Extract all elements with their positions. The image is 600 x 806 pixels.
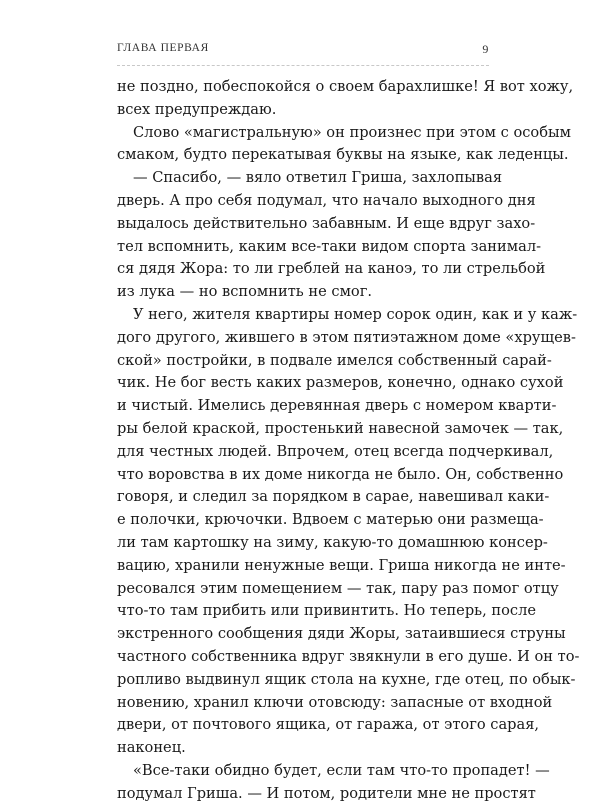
chapter-title: ГЛАВА ПЕРВАЯ xyxy=(117,42,209,54)
page-number: 9 xyxy=(482,42,489,56)
text-line: дверь. А про себя подумал, что начало выходного дня xyxy=(117,191,536,209)
text-line: чик. Не бог весть каких размеров, конечно, однако сухой xyxy=(117,374,564,392)
text-line: ры белой краской, простенький навесной замочек — так, xyxy=(117,419,564,437)
text-line: У него, жителя квартиры номер сорок один, как и у каж- xyxy=(133,305,578,323)
text-line: подумал Гриша. — И потом, родители мне не простят xyxy=(117,784,536,802)
text-line: — Спасибо, — вяло ответил Гриша, захлопывая xyxy=(133,169,503,187)
body-text xyxy=(117,76,580,806)
text-line: и чистый. Имелись деревянная дверь с номером кварти- xyxy=(117,397,557,415)
text-line: дого другого, жившего в этом пятиэтажном доме «хрущев- xyxy=(117,328,576,346)
text-line: наконец. xyxy=(117,739,186,757)
text-line: что воровства в их доме никогда не было. Он, собственно xyxy=(117,465,564,483)
text-line: смаком, будто перекатывая буквы на языке, как леденцы. xyxy=(117,146,569,164)
text-line: из лука — но вспомнить не смог. xyxy=(117,283,372,301)
text-line: частного собственника вдруг звякнули в его душе. И он то- xyxy=(117,647,580,665)
text-line: Слово «магистральную» он произнес при этом с особым xyxy=(133,123,571,141)
text-line: ской» постройки, в подвале имелся собственный сарай- xyxy=(117,351,552,369)
text-line: не поздно, побеспокойся о своем барахлишке! Я вот хожу, xyxy=(117,78,574,95)
text-line: что-то там прибить или привинтить. Но теперь, после xyxy=(117,602,536,620)
text-line: говоря, и следил за порядком в сарае, навешивал каки- xyxy=(117,488,550,506)
text-line: ресовался этим помещением — так, пару раз помог отцу xyxy=(117,579,559,597)
text-line: для честных людей. Впрочем, отец всегда подчеркивал, xyxy=(117,442,554,460)
text-line: всех предупреждаю. xyxy=(117,100,277,118)
text-line: «Все-таки обидно будет, если там что-то пропадет! — xyxy=(133,761,550,779)
text-line: е полочки, крючочки. Вдвоем с матерью они размеща- xyxy=(117,511,544,529)
running-header xyxy=(117,42,489,60)
text-line: ли там картошку на зиму, какую-то домашнюю консер- xyxy=(117,533,548,551)
header-divider xyxy=(117,65,489,66)
text-line: вацию, хранили ненужные вещи. Гриша никогда не инте- xyxy=(117,556,566,574)
text-line: новению, хранил ключи отовсюду: запасные от входной xyxy=(117,693,553,711)
text-line: ропливо выдвинул ящик стола на кухне, где отец, по обык- xyxy=(117,670,576,688)
text-line: тел вспомнить, каким все-таки видом спорта занимал- xyxy=(117,237,542,255)
text-line: выдалось действительно забавным. И еще вдруг захо- xyxy=(117,214,536,232)
text-line: ся дядя Жора: то ли греблей на каноэ, то ли стрельбой xyxy=(117,260,546,278)
text-line: двери, от почтового ящика, от гаража, от этого сарая, xyxy=(117,716,540,734)
text-line: экстренного сообщения дяди Жоры, затаившиеся струны xyxy=(117,625,566,643)
